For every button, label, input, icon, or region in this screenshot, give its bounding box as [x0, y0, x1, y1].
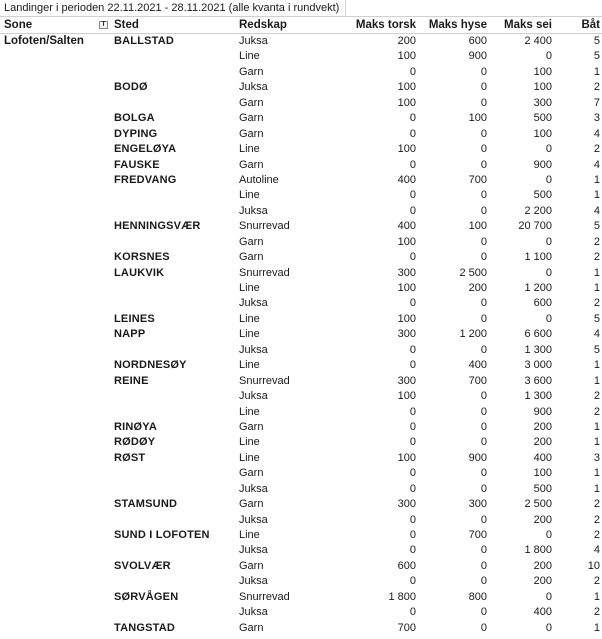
- maks-torsk-cell: 700: [397, 621, 416, 634]
- maks-hyse-cell: 0: [480, 405, 487, 418]
- table-row[interactable]: [0, 543, 602, 558]
- maks-hyse-cell: 0: [480, 390, 487, 403]
- table-row[interactable]: [0, 142, 602, 157]
- sted-cell: [114, 605, 236, 620]
- sted-cell: LAUKVIK: [114, 266, 165, 279]
- maks-hyse-cell: 600: [468, 35, 487, 47]
- maks-sei-cell: 20 700: [518, 220, 552, 233]
- empty-title-cell: [346, 0, 602, 17]
- maks-torsk-cell: 0: [409, 529, 416, 541]
- sted-cell: STAMSUND: [114, 498, 178, 511]
- table-row[interactable]: [0, 204, 602, 219]
- table-row[interactable]: [0, 219, 602, 234]
- table-row[interactable]: [0, 158, 602, 173]
- bat-cell: 4: [593, 127, 600, 140]
- sted-cell: BODØ: [114, 81, 148, 94]
- maks-torsk-cell: 0: [409, 405, 416, 418]
- maks-torsk-cell: 0: [409, 343, 416, 356]
- maks-hyse-cell: 1 200: [459, 328, 487, 341]
- maks-sei-cell: 0: [545, 621, 552, 634]
- maks-sei-cell: 100: [533, 127, 552, 140]
- redskap-cell: Garn: [239, 158, 264, 171]
- bat-cell: 1: [593, 359, 600, 372]
- maks-hyse-cell: 0: [480, 251, 487, 264]
- redskap-cell: Garn: [239, 96, 264, 109]
- table-row[interactable]: [0, 466, 602, 481]
- maks-torsk-cell: 300: [397, 374, 416, 387]
- bat-cell: 5: [593, 312, 600, 325]
- table-row[interactable]: [0, 96, 602, 111]
- header-sone[interactable]: Sone: [4, 19, 33, 31]
- maks-torsk-cell: 300: [397, 266, 416, 279]
- maks-torsk-cell: 100: [397, 235, 416, 248]
- table-row[interactable]: [0, 513, 602, 528]
- maks-torsk-cell: 600: [397, 559, 416, 572]
- table-header: [0, 17, 602, 34]
- redskap-cell: Autoline: [239, 173, 279, 186]
- redskap-cell: Juksa: [239, 544, 268, 557]
- redskap-cell: Garn: [239, 65, 264, 78]
- maks-hyse-cell: 0: [480, 606, 487, 619]
- maks-hyse-cell: 0: [480, 204, 487, 217]
- sted-cell: REINE: [114, 374, 149, 387]
- sted-cell: TANGSTAD: [114, 621, 176, 634]
- table-row[interactable]: [0, 374, 602, 389]
- table-row[interactable]: [0, 451, 602, 466]
- bat-cell: 4: [593, 544, 600, 557]
- bat-cell: 2: [593, 143, 600, 156]
- bat-cell: 1: [593, 65, 600, 78]
- maks-hyse-cell: 300: [468, 498, 487, 511]
- header-maks-hyse[interactable]: Maks hyse: [428, 19, 487, 31]
- maks-hyse-cell: 0: [480, 96, 487, 109]
- redskap-cell: Garn: [239, 251, 264, 264]
- table-row[interactable]: [0, 621, 602, 636]
- table-row[interactable]: [0, 111, 602, 126]
- maks-torsk-cell: 0: [409, 359, 416, 372]
- maks-sei-cell: 0: [545, 312, 552, 325]
- sted-cell: [114, 204, 236, 219]
- table-row[interactable]: [0, 343, 602, 358]
- redskap-cell: Juksa: [239, 35, 268, 47]
- redskap-cell: Line: [239, 529, 260, 541]
- bat-cell: 3: [593, 451, 600, 464]
- maks-hyse-cell: 0: [480, 513, 487, 526]
- maks-hyse-cell: 700: [468, 374, 487, 387]
- maks-torsk-cell: 0: [409, 297, 416, 310]
- maks-hyse-cell: 0: [480, 189, 487, 202]
- maks-torsk-cell: 0: [409, 251, 416, 264]
- redskap-cell: Juksa: [239, 606, 268, 619]
- maks-sei-cell: 1 200: [524, 282, 552, 294]
- redskap-cell: Line: [239, 405, 260, 418]
- table-row[interactable]: [0, 327, 602, 342]
- sone-value: Lofoten/Salten: [4, 35, 84, 47]
- maks-hyse-cell: 800: [468, 590, 487, 603]
- redskap-cell: Snurrevad: [239, 220, 290, 233]
- sted-cell: SUND I LOFOTEN: [114, 529, 210, 541]
- sted-cell: [114, 405, 236, 420]
- sted-cell: [114, 389, 236, 404]
- table-body: [0, 34, 602, 636]
- maks-hyse-cell: 0: [480, 343, 487, 356]
- redskap-cell: Juksa: [239, 575, 268, 588]
- redskap-cell: Snurrevad: [239, 590, 290, 603]
- bat-cell: 2: [593, 575, 600, 588]
- bat-cell: 1: [593, 374, 600, 387]
- maks-torsk-cell: 0: [409, 606, 416, 619]
- table-row[interactable]: [0, 559, 602, 574]
- table-row[interactable]: [0, 312, 602, 327]
- maks-torsk-cell: 100: [397, 282, 416, 294]
- header-redskap[interactable]: Redskap: [239, 19, 287, 31]
- bat-cell: 2: [593, 513, 600, 526]
- maks-sei-cell: 2 200: [524, 204, 552, 217]
- maks-torsk-cell: 100: [397, 390, 416, 403]
- redskap-cell: Juksa: [239, 482, 268, 495]
- redskap-cell: Garn: [239, 235, 264, 248]
- maks-sei-cell: 500: [533, 189, 552, 202]
- sted-cell: RINØYA: [114, 420, 157, 433]
- redskap-cell: Juksa: [239, 297, 268, 310]
- redskap-cell: Line: [239, 328, 260, 341]
- maks-hyse-cell: 0: [480, 297, 487, 310]
- maks-sei-cell: 3 000: [524, 359, 552, 372]
- maks-hyse-cell: 0: [480, 621, 487, 634]
- sted-cell: BALLSTAD: [114, 35, 175, 47]
- maks-hyse-cell: 0: [480, 65, 487, 78]
- maks-hyse-cell: 700: [468, 173, 487, 186]
- maks-hyse-cell: 0: [480, 575, 487, 588]
- bat-cell: 2: [593, 405, 600, 418]
- maks-sei-cell: 100: [533, 65, 552, 78]
- bat-cell: 1: [593, 420, 600, 433]
- maks-hyse-cell: 0: [480, 312, 487, 325]
- table-row[interactable]: [0, 497, 602, 512]
- bat-cell: 5: [593, 50, 600, 63]
- maks-torsk-cell: 400: [397, 173, 416, 186]
- maks-torsk-cell: 300: [397, 328, 416, 341]
- maks-torsk-cell: 100: [397, 81, 416, 94]
- header-maks-sei[interactable]: Maks sei: [504, 19, 552, 31]
- maks-sei-cell: 3 600: [524, 374, 552, 387]
- bat-cell: 2: [593, 606, 600, 619]
- maks-sei-cell: 500: [533, 112, 552, 125]
- maks-torsk-cell: 200: [397, 35, 416, 47]
- table-row[interactable]: [0, 405, 602, 420]
- redskap-cell: Garn: [239, 467, 264, 480]
- maks-hyse-cell: 0: [480, 544, 487, 557]
- maks-hyse-cell: 400: [468, 359, 487, 372]
- header-bat[interactable]: Båt: [581, 19, 600, 31]
- bat-cell: 5: [593, 343, 600, 356]
- sted-cell: LEINES: [114, 312, 155, 325]
- maks-torsk-cell: 0: [409, 482, 416, 495]
- table-row[interactable]: [0, 389, 602, 404]
- maks-sei-cell: 1 800: [524, 544, 552, 557]
- redskap-cell: Garn: [239, 420, 264, 433]
- maks-sei-cell: 500: [533, 482, 552, 495]
- bat-cell: 1: [593, 266, 600, 279]
- maks-torsk-cell: 0: [409, 158, 416, 171]
- redskap-cell: Juksa: [239, 390, 268, 403]
- redskap-cell: Line: [239, 312, 260, 325]
- table-row[interactable]: [0, 266, 602, 281]
- maks-sei-cell: 0: [545, 266, 552, 279]
- maks-hyse-cell: 0: [480, 158, 487, 171]
- maks-sei-cell: 200: [533, 559, 552, 572]
- bat-cell: 4: [593, 158, 600, 171]
- redskap-cell: Snurrevad: [239, 374, 290, 387]
- table-row[interactable]: [0, 435, 602, 450]
- maks-sei-cell: 900: [533, 405, 552, 418]
- sted-cell: SVOLVÆR: [114, 559, 171, 572]
- bat-cell: 1: [593, 282, 600, 294]
- maks-hyse-cell: 200: [468, 282, 487, 294]
- maks-hyse-cell: 900: [468, 50, 487, 63]
- maks-hyse-cell: 0: [480, 235, 487, 248]
- bat-cell: 1: [593, 621, 600, 634]
- maks-sei-cell: 200: [533, 513, 552, 526]
- table-row[interactable]: [0, 358, 602, 373]
- sted-cell: [114, 65, 236, 80]
- maks-sei-cell: 2 500: [524, 498, 552, 511]
- maks-torsk-cell: 0: [409, 65, 416, 78]
- maks-hyse-cell: 0: [480, 143, 487, 156]
- bat-cell: 10: [587, 559, 600, 572]
- maks-sei-cell: 100: [533, 467, 552, 480]
- maks-hyse-cell: 0: [480, 81, 487, 94]
- table-row[interactable]: [0, 235, 602, 250]
- table-row[interactable]: [0, 80, 602, 95]
- maks-torsk-cell: 0: [409, 127, 416, 140]
- table-row[interactable]: [0, 250, 602, 265]
- maks-sei-cell: 300: [533, 96, 552, 109]
- bat-cell: 3: [593, 112, 600, 125]
- redskap-cell: Line: [239, 359, 260, 372]
- maks-torsk-cell: 100: [397, 312, 416, 325]
- maks-sei-cell: 600: [533, 297, 552, 310]
- table-row[interactable]: [0, 281, 602, 296]
- sted-cell: SØRVÅGEN: [114, 590, 179, 603]
- maks-sei-cell: 200: [533, 420, 552, 433]
- maks-sei-cell: 100: [533, 81, 552, 94]
- maks-sei-cell: 0: [545, 143, 552, 156]
- redskap-cell: Juksa: [239, 343, 268, 356]
- table-row[interactable]: [0, 605, 602, 620]
- sted-cell: FREDVANG: [114, 173, 177, 186]
- sted-cell: KORSNES: [114, 251, 170, 264]
- redskap-cell: Line: [239, 189, 260, 202]
- table-row[interactable]: [0, 590, 602, 605]
- table-row[interactable]: [0, 296, 602, 311]
- bat-cell: 2: [593, 81, 600, 94]
- maks-sei-cell: 2 400: [524, 35, 552, 47]
- bat-cell: 2: [593, 297, 600, 310]
- redskap-cell: Snurrevad: [239, 266, 290, 279]
- maks-sei-cell: 0: [545, 529, 552, 541]
- redskap-cell: Garn: [239, 559, 264, 572]
- maks-hyse-cell: 0: [480, 559, 487, 572]
- sted-cell: BOLGA: [114, 112, 155, 125]
- sted-cell: [114, 513, 236, 528]
- maks-sei-cell: 1 300: [524, 343, 552, 356]
- bat-cell: 4: [593, 328, 600, 341]
- filter-icon[interactable]: T: [99, 21, 108, 29]
- bat-cell: 7: [593, 96, 600, 109]
- maks-torsk-cell: 0: [409, 112, 416, 125]
- sted-cell: [114, 343, 236, 358]
- sted-cell: [114, 281, 236, 296]
- table-row[interactable]: [0, 188, 602, 203]
- report-title: Landinger i perioden 22.11.2021 - 28.11.2021 (alle kvanta i rundvekt): [0, 0, 346, 17]
- table-row[interactable]: [0, 65, 602, 80]
- redskap-cell: Garn: [239, 112, 264, 125]
- sted-cell: ENGELØYA: [114, 143, 177, 156]
- maks-torsk-cell: 0: [409, 204, 416, 217]
- bat-cell: 1: [593, 482, 600, 495]
- maks-sei-cell: 0: [545, 50, 552, 63]
- maks-torsk-cell: 400: [397, 220, 416, 233]
- sted-cell: HENNINGSVÆR: [114, 220, 201, 233]
- maks-sei-cell: 1 300: [524, 390, 552, 403]
- maks-torsk-cell: 0: [409, 513, 416, 526]
- redskap-cell: Juksa: [239, 513, 268, 526]
- maks-sei-cell: 400: [533, 606, 552, 619]
- header-sted[interactable]: Sted: [114, 19, 139, 31]
- maks-torsk-cell: 0: [409, 189, 416, 202]
- bat-cell: 1: [593, 467, 600, 480]
- bat-cell: 5: [593, 220, 600, 233]
- table-row[interactable]: [0, 127, 602, 142]
- maks-sei-cell: 200: [533, 575, 552, 588]
- maks-sei-cell: 0: [545, 235, 552, 248]
- maks-sei-cell: 400: [533, 451, 552, 464]
- maks-hyse-cell: 0: [480, 127, 487, 140]
- sted-cell: [114, 466, 236, 481]
- sted-cell: NORDNESØY: [114, 359, 187, 372]
- sted-cell: NAPP: [114, 328, 146, 341]
- bat-cell: 1: [593, 590, 600, 603]
- maks-sei-cell: 0: [545, 590, 552, 603]
- maks-hyse-cell: 100: [468, 112, 487, 125]
- maks-torsk-cell: 0: [409, 467, 416, 480]
- redskap-cell: Juksa: [239, 81, 268, 94]
- bat-cell: 2: [593, 235, 600, 248]
- table-row[interactable]: [0, 528, 602, 543]
- sted-cell: [114, 296, 236, 311]
- bat-cell: 2: [593, 498, 600, 511]
- bat-cell: 2: [593, 390, 600, 403]
- sted-cell: [114, 235, 236, 250]
- maks-hyse-cell: 2 500: [459, 266, 487, 279]
- sted-cell: [114, 482, 236, 497]
- bat-cell: 2: [593, 251, 600, 264]
- redskap-cell: Garn: [239, 127, 264, 140]
- sted-cell: [114, 96, 236, 111]
- table-row[interactable]: [0, 482, 602, 497]
- table-row[interactable]: [0, 173, 602, 188]
- bat-cell: 4: [593, 204, 600, 217]
- maks-torsk-cell: 100: [397, 50, 416, 63]
- maks-sei-cell: 900: [533, 158, 552, 171]
- bat-cell: 2: [593, 529, 600, 541]
- sted-cell: [114, 188, 236, 203]
- maks-hyse-cell: 0: [480, 482, 487, 495]
- maks-sei-cell: 0: [545, 173, 552, 186]
- maks-sei-cell: 1 100: [524, 251, 552, 264]
- bat-cell: 1: [593, 173, 600, 186]
- redskap-cell: Juksa: [239, 204, 268, 217]
- maks-hyse-cell: 0: [480, 467, 487, 480]
- maks-hyse-cell: 700: [468, 529, 487, 541]
- maks-torsk-cell: 300: [397, 498, 416, 511]
- sted-cell: RØDØY: [114, 436, 156, 449]
- maks-torsk-cell: 0: [409, 575, 416, 588]
- redskap-cell: Line: [239, 282, 260, 294]
- redskap-cell: Line: [239, 451, 260, 464]
- sted-cell: FAUSKE: [114, 158, 160, 171]
- table-row[interactable]: [0, 420, 602, 435]
- bat-cell: 5: [593, 35, 600, 47]
- maks-torsk-cell: 100: [397, 451, 416, 464]
- maks-torsk-cell: 100: [397, 96, 416, 109]
- maks-torsk-cell: 0: [409, 420, 416, 433]
- sted-cell: RØST: [114, 451, 146, 464]
- maks-torsk-cell: 0: [409, 436, 416, 449]
- redskap-cell: Line: [239, 436, 260, 449]
- redskap-cell: Line: [239, 143, 260, 156]
- redskap-cell: Line: [239, 50, 260, 63]
- maks-hyse-cell: 900: [468, 451, 487, 464]
- maks-hyse-cell: 0: [480, 420, 487, 433]
- redskap-cell: Garn: [239, 621, 264, 634]
- table-row[interactable]: [0, 49, 602, 64]
- maks-sei-cell: 200: [533, 436, 552, 449]
- maks-torsk-cell: 1 800: [388, 590, 416, 603]
- sted-cell: [114, 543, 236, 558]
- sted-cell: DYPING: [114, 127, 158, 140]
- sted-cell: [114, 49, 236, 64]
- sted-cell: [114, 574, 236, 589]
- maks-hyse-cell: 0: [480, 436, 487, 449]
- maks-torsk-cell: 100: [397, 143, 416, 156]
- bat-cell: 1: [593, 436, 600, 449]
- redskap-cell: Garn: [239, 498, 264, 511]
- bat-cell: 1: [593, 189, 600, 202]
- maks-torsk-cell: 0: [409, 544, 416, 557]
- maks-hyse-cell: 100: [468, 220, 487, 233]
- maks-sei-cell: 6 600: [524, 328, 552, 341]
- header-maks-torsk[interactable]: Maks torsk: [355, 19, 416, 31]
- table-row[interactable]: [0, 574, 602, 589]
